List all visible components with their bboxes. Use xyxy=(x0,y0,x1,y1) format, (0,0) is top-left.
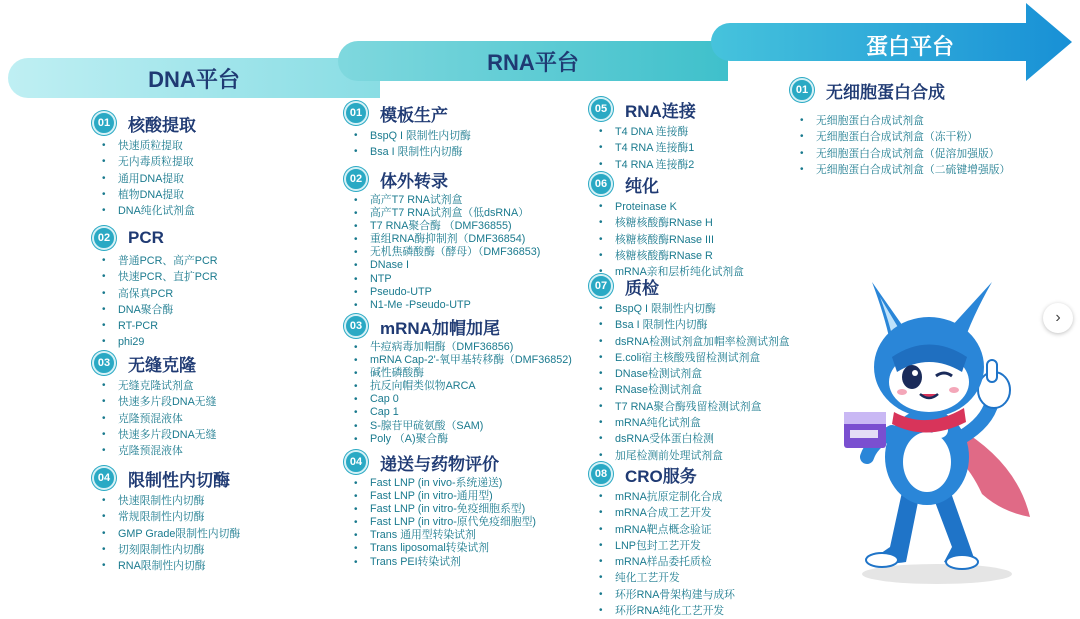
dna-section-extraction xyxy=(92,110,196,219)
list-item: • Fast LNP (in vitro-通用型) xyxy=(344,490,536,503)
list-item: • S-腺苷甲硫氨酸（SAM) xyxy=(344,420,572,433)
list-item: • DNase I xyxy=(344,259,540,272)
rna-section-ivt xyxy=(344,166,540,312)
list-item: • 牛痘病毒加帽酶（DMF36856) xyxy=(344,341,572,354)
list-item: • Bsa I 限制性内切酶 xyxy=(344,144,471,160)
section-title: RNA连接 xyxy=(625,101,696,121)
rna-section-template-production xyxy=(344,100,471,160)
list-item: • Fast LNP (in vitro-原代免疫细胞型) xyxy=(344,516,536,529)
section-number-badge: 04 xyxy=(344,450,368,474)
rna-platform-title: RNA平台 xyxy=(487,49,579,75)
section-title: 无缝克隆 xyxy=(128,355,196,375)
list-item: • 重组RNA酶抑制剂（DMF36854) xyxy=(344,233,540,246)
list-item: • dsRNA受体蛋白检测 xyxy=(589,431,790,447)
list-item: • Fast LNP (in vitro-免疫细胞系型) xyxy=(344,503,536,516)
list-item: • 无细胞蛋白合成试剂盒（促溶加强版） xyxy=(790,146,1010,162)
rna-section-qc xyxy=(589,273,790,464)
protein-platform-title: 蛋白平台 xyxy=(865,33,954,59)
list-item: • 无细胞蛋白合成试剂盒 xyxy=(790,113,1010,129)
list-item: • 环形RNA骨架构建与成环 xyxy=(589,587,735,603)
list-item: • NTP xyxy=(344,273,540,286)
list-item: • DNA聚合酶 xyxy=(92,302,218,318)
section-title: 核酸提取 xyxy=(128,115,196,135)
list-item: • 快速限制性内切酶 xyxy=(92,493,240,509)
list-item: • 无细胞蛋白合成试剂盒（二硫键增强版） xyxy=(790,162,1010,178)
list-item: • LNP包封工艺开发 xyxy=(589,538,735,554)
section-number-badge: 04 xyxy=(92,466,116,490)
section-number-badge: 06 xyxy=(589,172,613,196)
list-item: • T4 RNA 连接酶1 xyxy=(589,140,696,156)
list-item: • 植物DNA提取 xyxy=(92,187,196,203)
list-item: • mRNA纯化试剂盒 xyxy=(589,415,790,431)
list-item: • mRNA抗原定制化合成 xyxy=(589,489,735,505)
list-item: • T4 DNA 连接酶 xyxy=(589,124,696,140)
section-title: mRNA加帽加尾 xyxy=(380,318,500,338)
list-item: • Trans liposomal转染试剂 xyxy=(344,542,536,555)
list-item: • Pseudo-UTP xyxy=(344,286,540,299)
rna-section-ligation xyxy=(589,96,696,173)
list-item: • DNase检测试剂盒 xyxy=(589,366,790,382)
list-item: • Cap 0 xyxy=(344,393,572,406)
list-item: • DNA纯化试剂盒 xyxy=(92,203,196,219)
list-item: • T7 RNA聚合酶 （DMF36855) xyxy=(344,220,540,233)
list-item: • 快速质粒提取 xyxy=(92,138,196,154)
list-item: • Trans 通用型转染试剂 xyxy=(344,529,536,542)
next-slide-button[interactable] xyxy=(1043,303,1073,333)
list-item: • 核糖核酸酶RNase R xyxy=(589,248,744,264)
list-item: • 无机焦磷酸酶（酵母）（DMF36853) xyxy=(344,246,540,259)
list-item: • 普通PCR、高产PCR xyxy=(92,253,218,269)
list-item: • N1-Me -Pseudo-UTP xyxy=(344,299,540,312)
dna-platform-title: DNA平台 xyxy=(148,66,240,92)
section-title: 体外转录 xyxy=(380,171,448,191)
list-item: • RT-PCR xyxy=(92,318,218,334)
section-number-badge: 07 xyxy=(589,274,613,298)
list-item: • E.coli宿主核酸残留检测试剂盒 xyxy=(589,350,790,366)
rna-section-purification xyxy=(589,171,744,280)
list-item: • Proteinase K xyxy=(589,199,744,215)
section-number-badge: 02 xyxy=(92,226,116,250)
list-item: • BspQ I 限制性内切酶 xyxy=(344,128,471,144)
list-item: • 快速多片段DNA无缝 xyxy=(92,394,216,410)
list-item: • Bsa I 限制性内切酶 xyxy=(589,317,790,333)
section-title: 纯化 xyxy=(625,176,659,196)
list-item: • 无细胞蛋白合成试剂盒（冻干粉） xyxy=(790,129,1010,145)
list-item: • 纯化工艺开发 xyxy=(589,570,735,586)
protein-section-cell-free xyxy=(790,77,1010,178)
section-title: 模板生产 xyxy=(380,105,448,125)
list-item: • 常规限制性内切酶 xyxy=(92,509,240,525)
section-number-badge: 01 xyxy=(344,101,368,125)
section-number-badge: 02 xyxy=(344,167,368,191)
list-item: • 高保真PCR xyxy=(92,286,218,302)
list-item: • 加尾检测前处理试剂盒 xyxy=(589,448,790,464)
section-title: 无细胞蛋白合成 xyxy=(826,82,945,102)
list-item: • dsRNA检测试剂盒加帽率检测试剂盒 xyxy=(589,334,790,350)
list-item: • Trans PEI转染试剂 xyxy=(344,556,536,569)
list-item: • 无缝克隆试剂盒 xyxy=(92,378,216,394)
section-number-badge: 03 xyxy=(92,351,116,375)
list-item: • mRNA合成工艺开发 xyxy=(589,505,735,521)
section-number-badge: 03 xyxy=(344,314,368,338)
list-item: • BspQ I 限制性内切酶 xyxy=(589,301,790,317)
list-item: • 核糖核酸酶RNase H xyxy=(589,215,744,231)
rna-section-capping-tailing xyxy=(344,313,572,446)
list-item: • 快速多片段DNA无缝 xyxy=(92,427,216,443)
dna-platform-banner xyxy=(8,58,380,98)
list-item: • Fast LNP (in vivo-系统递送) xyxy=(344,477,536,490)
list-item: • T7 RNA聚合酶残留检测试剂盒 xyxy=(589,399,790,415)
dna-section-seamless-cloning xyxy=(92,350,216,459)
protein-platform-banner xyxy=(710,3,1074,81)
section-number-badge: 01 xyxy=(790,78,814,102)
chevron-right-icon: › xyxy=(1055,309,1061,326)
rna-section-cro xyxy=(589,461,735,619)
list-item: • mRNA Cap-2'-氧甲基转移酶（DMF36852) xyxy=(344,354,572,367)
list-item: • RNase检测试剂盒 xyxy=(589,382,790,398)
list-item: • Cap 1 xyxy=(344,406,572,419)
list-item: • 碱性磷酸酶 xyxy=(344,367,572,380)
section-number-badge: 08 xyxy=(589,462,613,486)
list-item: • 克隆预混液体 xyxy=(92,443,216,459)
list-item: • mRNA靶点概念验证 xyxy=(589,522,735,538)
dna-section-restriction-enzymes xyxy=(92,465,240,574)
rna-section-delivery xyxy=(344,449,536,569)
section-title: 限制性内切酶 xyxy=(128,470,230,490)
list-item: • 核糖核酸酶RNase III xyxy=(589,232,744,248)
section-title: CRO服务 xyxy=(625,466,697,486)
mascot-illustration xyxy=(832,262,1032,592)
list-item: • 高产T7 RNA试剂盒（低dsRNA） xyxy=(344,207,540,220)
section-title: PCR xyxy=(128,228,164,247)
list-item: • 通用DNA提取 xyxy=(92,171,196,187)
section-title: 递送与药物评价 xyxy=(380,454,499,474)
list-item: • 无内毒质粒提取 xyxy=(92,154,196,170)
list-item: • mRNA亲和层析纯化试剂盒 xyxy=(589,264,744,280)
section-title: 质检 xyxy=(625,278,659,298)
list-item: • 切刻限制性内切酶 xyxy=(92,542,240,558)
list-item: • 抗反向帽类似物ARCA xyxy=(344,380,572,393)
list-item: • mRNA样品委托质检 xyxy=(589,554,735,570)
rna-platform-banner xyxy=(338,41,728,81)
section-number-badge: 01 xyxy=(92,111,116,135)
list-item: • GMP Grade限制性内切酶 xyxy=(92,526,240,542)
section-number-badge: 05 xyxy=(589,97,613,121)
list-item: • phi29 xyxy=(92,334,218,350)
list-item: • RNA限制性内切酶 xyxy=(92,558,240,574)
list-item: • T4 RNA 连接酶2 xyxy=(589,157,696,173)
dna-section-pcr xyxy=(92,225,218,351)
list-item: • 克隆预混液体 xyxy=(92,411,216,427)
list-item: • 高产T7 RNA试剂盒 xyxy=(344,194,540,207)
list-item: • Poly （A)聚合酶 xyxy=(344,433,572,446)
list-item: • 环形RNA纯化工艺开发 xyxy=(589,603,735,619)
list-item: • 快速PCR、直扩PCR xyxy=(92,269,218,285)
